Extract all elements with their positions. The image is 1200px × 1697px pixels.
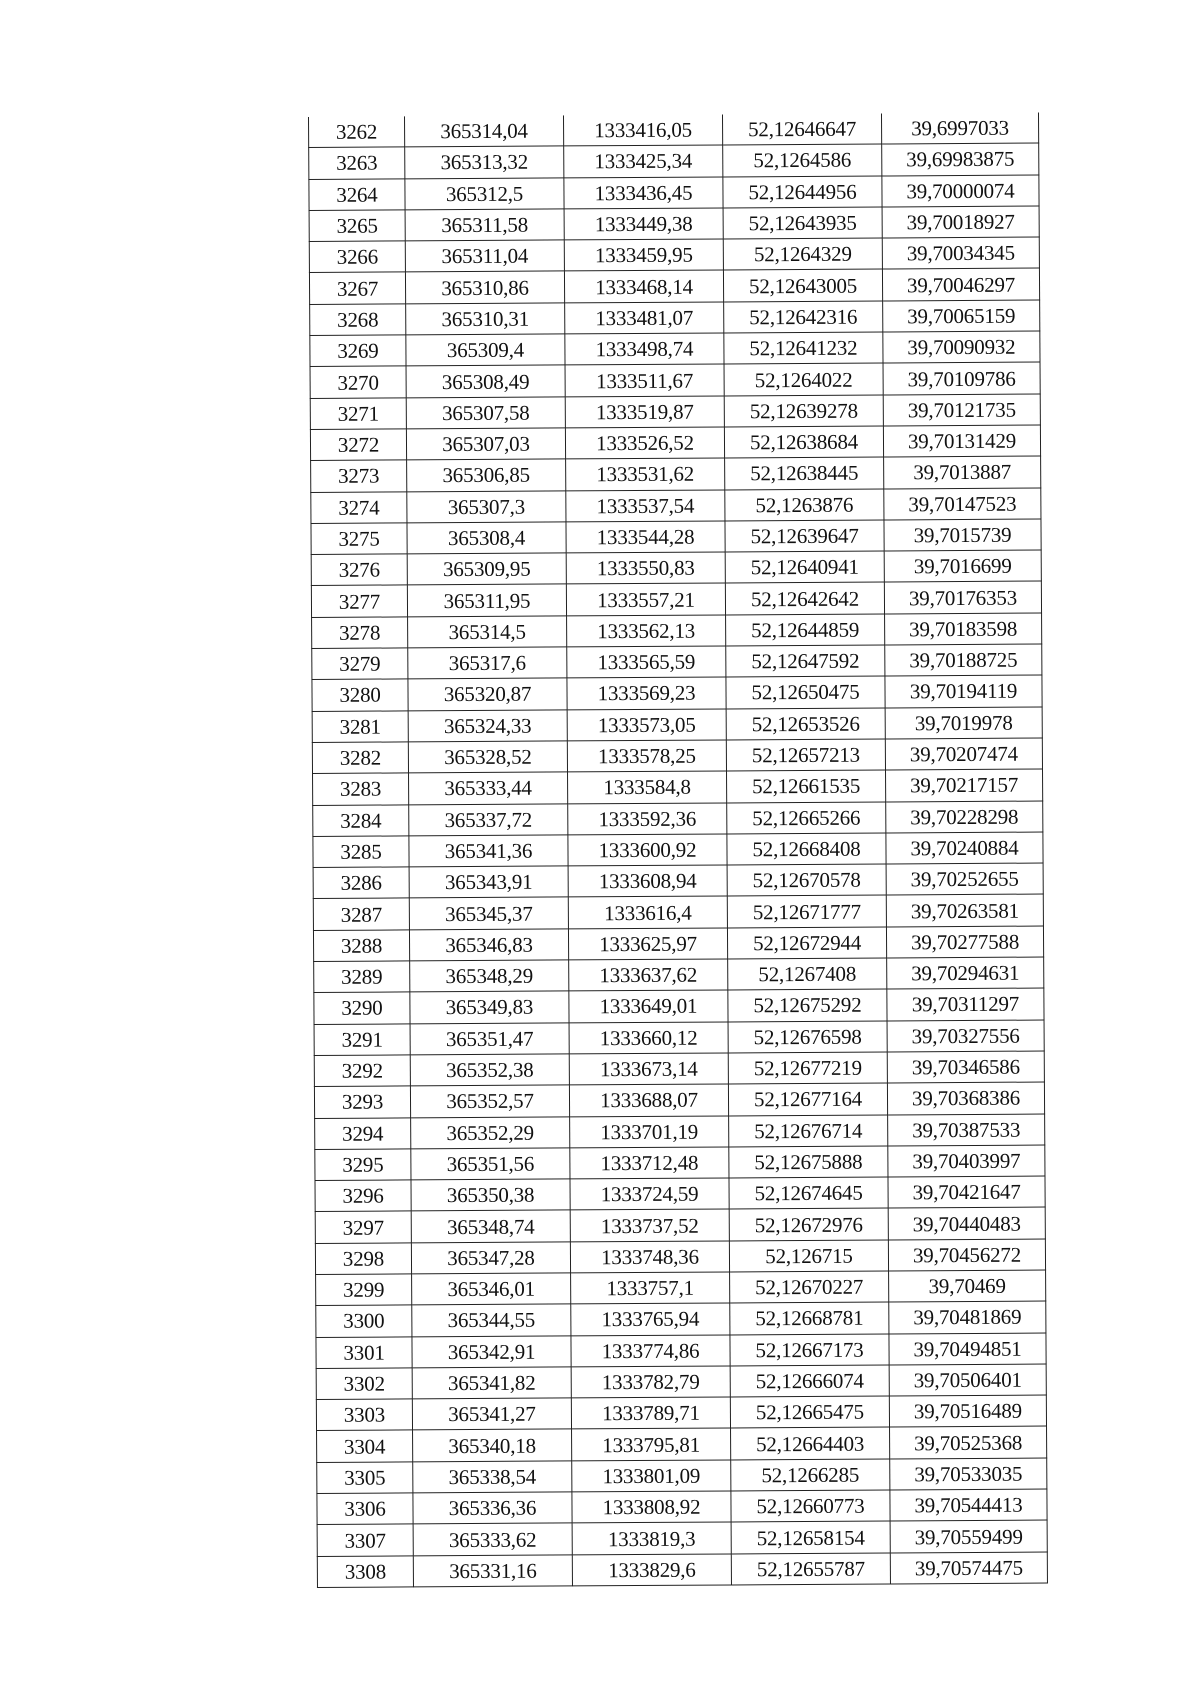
latitude-cell: 52,12644956	[723, 176, 882, 208]
x-coordinate-cell: 365346,01	[412, 1273, 571, 1305]
point-number-cell: 3286	[313, 867, 409, 899]
latitude-cell: 52,12670227	[730, 1271, 889, 1303]
x-coordinate-cell: 365311,58	[405, 209, 564, 241]
longitude-cell: 39,70065159	[883, 300, 1040, 332]
longitude-cell: 39,70121735	[883, 394, 1040, 426]
table-row	[312, 644, 1042, 680]
y-coordinate-cell: 1333573,05	[567, 709, 726, 741]
x-coordinate-cell: 365333,62	[413, 1523, 572, 1555]
x-coordinate-cell: 365314,04	[404, 115, 563, 147]
x-coordinate-cell: 365324,33	[408, 710, 567, 742]
point-number-cell: 3290	[314, 992, 410, 1024]
longitude-cell: 39,70440483	[888, 1207, 1045, 1239]
point-number-cell: 3264	[309, 179, 405, 211]
x-coordinate-cell: 365343,91	[409, 866, 568, 898]
x-coordinate-cell: 365336,36	[413, 1492, 572, 1524]
point-number-cell: 3283	[313, 773, 409, 805]
y-coordinate-cell: 1333578,25	[567, 740, 726, 772]
longitude-cell: 39,70469	[889, 1270, 1046, 1302]
x-coordinate-cell: 365345,37	[409, 897, 568, 929]
longitude-cell: 39,70403997	[888, 1145, 1045, 1177]
y-coordinate-cell: 1333436,45	[564, 177, 723, 209]
table-row	[317, 1458, 1047, 1494]
point-number-cell: 3269	[310, 335, 406, 367]
x-coordinate-cell: 365310,86	[405, 271, 564, 303]
point-number-cell: 3300	[316, 1305, 412, 1337]
point-number-cell: 3301	[316, 1336, 412, 1368]
x-coordinate-cell: 365351,56	[411, 1148, 570, 1180]
longitude-cell: 39,70090932	[883, 331, 1040, 363]
latitude-cell: 52,12655787	[731, 1553, 890, 1585]
y-coordinate-cell: 1333526,52	[565, 427, 724, 459]
y-coordinate-cell: 1333774,86	[571, 1335, 730, 1367]
longitude-cell: 39,70046297	[882, 269, 1039, 301]
longitude-cell: 39,70018927	[882, 206, 1039, 238]
x-coordinate-cell: 365309,4	[406, 334, 565, 366]
y-coordinate-cell: 1333608,94	[568, 865, 727, 897]
latitude-cell: 52,12675888	[729, 1146, 888, 1178]
table-row	[317, 1489, 1047, 1525]
table-row	[310, 300, 1040, 336]
longitude-cell: 39,70387533	[888, 1114, 1045, 1146]
latitude-cell: 52,12644859	[726, 614, 885, 646]
point-number-cell: 3271	[310, 398, 406, 430]
y-coordinate-cell: 1333481,07	[565, 302, 724, 334]
longitude-cell: 39,70456272	[888, 1239, 1045, 1271]
point-number-cell: 3276	[311, 554, 407, 586]
y-coordinate-cell: 1333565,59	[567, 646, 726, 678]
table-row	[314, 1051, 1044, 1087]
y-coordinate-cell: 1333600,92	[568, 834, 727, 866]
longitude-cell: 39,70207474	[885, 738, 1042, 770]
longitude-cell: 39,7015739	[884, 519, 1041, 551]
table-row	[313, 832, 1043, 868]
latitude-cell: 52,12674645	[729, 1177, 888, 1209]
latitude-cell: 52,12665475	[730, 1396, 889, 1428]
y-coordinate-cell: 1333688,07	[569, 1084, 728, 1116]
x-coordinate-cell: 365317,6	[408, 647, 567, 679]
y-coordinate-cell: 1333459,95	[564, 239, 723, 271]
x-coordinate-cell: 365337,72	[409, 803, 568, 835]
y-coordinate-cell: 1333673,14	[569, 1053, 728, 1085]
y-coordinate-cell: 1333757,1	[571, 1272, 730, 1304]
x-coordinate-cell: 365311,04	[405, 240, 564, 272]
x-coordinate-cell: 365308,49	[406, 365, 565, 397]
table-row	[311, 581, 1041, 617]
point-number-cell: 3298	[315, 1243, 411, 1275]
coordinates-table-container	[308, 113, 1047, 1588]
latitude-cell: 52,1264329	[723, 238, 882, 270]
point-number-cell: 3263	[309, 147, 405, 179]
point-number-cell: 3280	[312, 679, 408, 711]
x-coordinate-cell: 365313,32	[405, 146, 564, 178]
latitude-cell: 52,12661535	[727, 770, 886, 802]
y-coordinate-cell: 1333498,74	[565, 333, 724, 365]
y-coordinate-cell: 1333584,8	[568, 771, 727, 803]
latitude-cell: 52,12664403	[731, 1427, 890, 1459]
table-row	[317, 1520, 1047, 1556]
table-row	[313, 769, 1043, 805]
table-row	[311, 519, 1041, 555]
latitude-cell: 52,12650475	[726, 676, 885, 708]
table-row	[314, 1082, 1044, 1118]
y-coordinate-cell: 1333724,59	[570, 1178, 729, 1210]
table-row	[312, 613, 1042, 649]
longitude-cell: 39,70194119	[885, 675, 1042, 707]
x-coordinate-cell: 365307,03	[406, 428, 565, 460]
table-row	[312, 675, 1042, 711]
longitude-cell: 39,69983875	[882, 143, 1039, 175]
table-row	[315, 1239, 1045, 1275]
latitude-cell: 52,12677164	[728, 1083, 887, 1115]
y-coordinate-cell: 1333748,36	[570, 1241, 729, 1273]
table-row	[310, 425, 1040, 461]
table-row	[315, 1207, 1045, 1243]
y-coordinate-cell: 1333425,34	[564, 145, 723, 177]
table-row	[311, 550, 1041, 586]
longitude-cell: 39,70421647	[888, 1176, 1045, 1208]
point-number-cell: 3273	[311, 460, 407, 492]
table-row	[316, 1395, 1046, 1431]
latitude-cell: 52,1266285	[731, 1459, 890, 1491]
x-coordinate-cell: 365352,57	[410, 1085, 569, 1117]
x-coordinate-cell: 365341,27	[412, 1398, 571, 1430]
y-coordinate-cell: 1333449,38	[564, 208, 723, 240]
coordinates-table-body	[309, 113, 1048, 1588]
latitude-cell: 52,12668408	[727, 833, 886, 865]
x-coordinate-cell: 365352,38	[410, 1054, 569, 1086]
longitude-cell: 39,70217157	[886, 769, 1043, 801]
y-coordinate-cell: 1333625,97	[568, 928, 727, 960]
latitude-cell: 52,12640941	[725, 551, 884, 583]
y-coordinate-cell: 1333616,4	[568, 896, 727, 928]
y-coordinate-cell: 1333737,52	[570, 1209, 729, 1241]
x-coordinate-cell: 365350,38	[411, 1179, 570, 1211]
latitude-cell: 52,12643935	[723, 207, 882, 239]
point-number-cell: 3274	[311, 491, 407, 523]
longitude-cell: 39,6997033	[881, 113, 1038, 145]
longitude-cell: 39,70574475	[890, 1552, 1047, 1584]
latitude-cell: 52,12657213	[726, 739, 885, 771]
point-number-cell: 3266	[309, 241, 405, 273]
point-number-cell: 3289	[314, 961, 410, 993]
x-coordinate-cell: 365308,4	[407, 522, 566, 554]
y-coordinate-cell: 1333468,14	[564, 270, 723, 302]
y-coordinate-cell: 1333519,87	[565, 396, 724, 428]
table-row	[317, 1426, 1047, 1462]
table-row	[315, 1114, 1045, 1150]
point-number-cell: 3287	[313, 898, 409, 930]
y-coordinate-cell: 1333569,23	[567, 677, 726, 709]
point-number-cell: 3277	[311, 585, 407, 617]
point-number-cell: 3265	[309, 210, 405, 242]
longitude-cell: 39,70240884	[886, 832, 1043, 864]
point-number-cell: 3284	[313, 804, 409, 836]
table-row	[313, 863, 1043, 899]
latitude-cell: 52,12667173	[730, 1334, 889, 1366]
table-row	[309, 143, 1039, 179]
point-number-cell: 3285	[313, 836, 409, 868]
longitude-cell: 39,70183598	[885, 613, 1042, 645]
point-number-cell: 3299	[316, 1274, 412, 1306]
y-coordinate-cell: 1333531,62	[566, 458, 725, 490]
point-number-cell: 3288	[313, 930, 409, 962]
y-coordinate-cell: 1333801,09	[572, 1460, 731, 1492]
x-coordinate-cell: 365349,83	[410, 991, 569, 1023]
latitude-cell: 52,12639278	[724, 395, 883, 427]
latitude-cell: 52,12658154	[731, 1521, 890, 1553]
x-coordinate-cell: 365352,29	[411, 1116, 570, 1148]
table-row	[315, 1176, 1045, 1212]
y-coordinate-cell: 1333544,28	[566, 521, 725, 553]
y-coordinate-cell: 1333660,12	[569, 1022, 728, 1054]
x-coordinate-cell: 365307,3	[407, 490, 566, 522]
latitude-cell: 52,12641232	[724, 332, 883, 364]
latitude-cell: 52,1264586	[723, 144, 882, 176]
y-coordinate-cell: 1333511,67	[565, 364, 724, 396]
point-number-cell: 3295	[315, 1149, 411, 1181]
table-row	[316, 1301, 1046, 1337]
latitude-cell: 52,12675292	[728, 989, 887, 1021]
longitude-cell: 39,70277588	[886, 926, 1043, 958]
x-coordinate-cell: 365307,58	[406, 397, 565, 429]
latitude-cell: 52,12660773	[731, 1490, 890, 1522]
x-coordinate-cell: 365344,55	[412, 1304, 571, 1336]
table-row	[314, 988, 1044, 1024]
x-coordinate-cell: 365333,44	[409, 772, 568, 804]
point-number-cell: 3307	[317, 1524, 413, 1556]
y-coordinate-cell: 1333637,62	[569, 959, 728, 991]
y-coordinate-cell: 1333557,21	[566, 583, 725, 615]
y-coordinate-cell: 1333712,48	[570, 1147, 729, 1179]
x-coordinate-cell: 365341,36	[409, 835, 568, 867]
y-coordinate-cell: 1333765,94	[571, 1303, 730, 1335]
y-coordinate-cell: 1333795,81	[572, 1428, 731, 1460]
longitude-cell: 39,70263581	[886, 894, 1043, 926]
table-row	[317, 1552, 1047, 1588]
x-coordinate-cell: 365340,18	[413, 1429, 572, 1461]
longitude-cell: 39,70525368	[890, 1426, 1047, 1458]
longitude-cell: 39,70533035	[890, 1458, 1047, 1490]
y-coordinate-cell: 1333562,13	[567, 615, 726, 647]
longitude-cell: 39,70147523	[884, 488, 1041, 520]
latitude-cell: 52,12671777	[727, 895, 886, 927]
latitude-cell: 52,12638445	[725, 457, 884, 489]
longitude-cell: 39,70481869	[889, 1301, 1046, 1333]
table-row	[314, 1020, 1044, 1056]
table-row	[309, 175, 1039, 211]
x-coordinate-cell: 365310,31	[406, 303, 565, 335]
x-coordinate-cell: 365320,87	[408, 678, 567, 710]
table-row	[316, 1270, 1046, 1306]
latitude-cell: 52,12646647	[722, 113, 881, 145]
point-number-cell: 3308	[317, 1556, 413, 1588]
point-number-cell: 3268	[310, 304, 406, 336]
longitude-cell: 39,70252655	[886, 863, 1043, 895]
x-coordinate-cell: 365347,28	[411, 1242, 570, 1274]
latitude-cell: 52,12647592	[726, 645, 885, 677]
table-row	[310, 362, 1040, 398]
longitude-cell: 39,70516489	[889, 1395, 1046, 1427]
latitude-cell: 52,12643005	[723, 269, 882, 301]
table-row	[311, 456, 1041, 492]
table-row	[309, 237, 1039, 273]
latitude-cell: 52,12665266	[727, 802, 886, 834]
latitude-cell: 52,12676598	[728, 1021, 887, 1053]
x-coordinate-cell: 365309,95	[407, 553, 566, 585]
longitude-cell: 39,7019978	[885, 707, 1042, 739]
table-row	[309, 206, 1039, 242]
latitude-cell: 52,1264022	[724, 363, 883, 395]
y-coordinate-cell: 1333808,92	[572, 1491, 731, 1523]
y-coordinate-cell: 1333416,05	[563, 114, 722, 146]
longitude-cell: 39,70311297	[887, 988, 1044, 1020]
table-row	[310, 394, 1040, 430]
y-coordinate-cell: 1333537,54	[566, 490, 725, 522]
point-number-cell: 3278	[312, 617, 408, 649]
x-coordinate-cell: 365312,5	[405, 178, 564, 210]
longitude-cell: 39,70368386	[887, 1082, 1044, 1114]
table-row	[312, 738, 1042, 774]
table-row	[315, 1145, 1045, 1181]
y-coordinate-cell: 1333829,6	[572, 1554, 731, 1586]
point-number-cell: 3275	[311, 523, 407, 555]
point-number-cell: 3293	[314, 1086, 410, 1118]
x-coordinate-cell: 365348,29	[410, 960, 569, 992]
longitude-cell: 39,70559499	[890, 1520, 1047, 1552]
x-coordinate-cell: 365311,95	[407, 584, 566, 616]
point-number-cell: 3297	[315, 1211, 411, 1243]
point-number-cell: 3279	[312, 648, 408, 680]
point-number-cell: 3262	[309, 116, 405, 147]
longitude-cell: 39,70544413	[890, 1489, 1047, 1521]
point-number-cell: 3303	[316, 1399, 412, 1431]
table-row	[313, 894, 1043, 930]
latitude-cell: 52,12672976	[729, 1208, 888, 1240]
latitude-cell: 52,12638684	[724, 426, 883, 458]
x-coordinate-cell: 365341,82	[412, 1367, 571, 1399]
latitude-cell: 52,12677219	[728, 1052, 887, 1084]
longitude-cell: 39,70176353	[884, 581, 1041, 613]
table-row	[312, 707, 1042, 743]
y-coordinate-cell: 1333819,3	[572, 1522, 731, 1554]
x-coordinate-cell: 365348,74	[411, 1210, 570, 1242]
x-coordinate-cell: 365306,85	[407, 459, 566, 491]
latitude-cell: 52,12672944	[727, 927, 886, 959]
y-coordinate-cell: 1333701,19	[570, 1115, 729, 1147]
longitude-cell: 39,70228298	[886, 801, 1043, 833]
point-number-cell: 3292	[314, 1055, 410, 1087]
latitude-cell: 52,126715	[729, 1240, 888, 1272]
latitude-cell: 52,12642316	[724, 301, 883, 333]
x-coordinate-cell: 365351,47	[410, 1023, 569, 1055]
point-number-cell: 3281	[312, 711, 408, 743]
point-number-cell: 3296	[315, 1180, 411, 1212]
point-number-cell: 3267	[309, 272, 405, 304]
table-row	[309, 113, 1039, 148]
x-coordinate-cell: 365314,5	[408, 616, 567, 648]
point-number-cell: 3305	[317, 1462, 413, 1494]
longitude-cell: 39,70327556	[887, 1020, 1044, 1052]
point-number-cell: 3272	[310, 429, 406, 461]
table-row	[309, 269, 1039, 305]
table-row	[313, 801, 1043, 837]
latitude-cell: 52,12676714	[729, 1114, 888, 1146]
table-row	[313, 926, 1043, 962]
longitude-cell: 39,70494851	[889, 1333, 1046, 1365]
y-coordinate-cell: 1333782,79	[571, 1366, 730, 1398]
latitude-cell: 52,12639647	[725, 520, 884, 552]
longitude-cell: 39,7013887	[884, 456, 1041, 488]
x-coordinate-cell: 365338,54	[413, 1461, 572, 1493]
latitude-cell: 52,1263876	[725, 489, 884, 521]
longitude-cell: 39,70034345	[882, 237, 1039, 269]
latitude-cell: 52,12670578	[727, 864, 886, 896]
point-number-cell: 3282	[312, 742, 408, 774]
latitude-cell: 52,12653526	[726, 708, 885, 740]
y-coordinate-cell: 1333649,01	[569, 990, 728, 1022]
point-number-cell: 3291	[314, 1024, 410, 1056]
point-number-cell: 3294	[315, 1117, 411, 1149]
table-row	[311, 488, 1041, 524]
latitude-cell: 52,1267408	[728, 958, 887, 990]
y-coordinate-cell: 1333550,83	[566, 552, 725, 584]
table-row	[316, 1364, 1046, 1400]
y-coordinate-cell: 1333592,36	[568, 802, 727, 834]
y-coordinate-cell: 1333789,71	[571, 1397, 730, 1429]
x-coordinate-cell: 365346,83	[409, 929, 568, 961]
longitude-cell: 39,7016699	[884, 550, 1041, 582]
longitude-cell: 39,70131429	[883, 425, 1040, 457]
longitude-cell: 39,70109786	[883, 362, 1040, 394]
x-coordinate-cell: 365328,52	[408, 741, 567, 773]
x-coordinate-cell: 365342,91	[412, 1335, 571, 1367]
table-row	[316, 1333, 1046, 1369]
point-number-cell: 3304	[317, 1430, 413, 1462]
longitude-cell: 39,70346586	[887, 1051, 1044, 1083]
x-coordinate-cell: 365331,16	[413, 1555, 572, 1587]
latitude-cell: 52,12668781	[730, 1302, 889, 1334]
longitude-cell: 39,70000074	[882, 175, 1039, 207]
table-row	[314, 957, 1044, 993]
longitude-cell: 39,70506401	[889, 1364, 1046, 1396]
table-row	[310, 331, 1040, 367]
coordinates-table	[308, 113, 1048, 1588]
point-number-cell: 3306	[317, 1493, 413, 1525]
longitude-cell: 39,70188725	[885, 644, 1042, 676]
longitude-cell: 39,70294631	[887, 957, 1044, 989]
point-number-cell: 3270	[310, 366, 406, 398]
latitude-cell: 52,12666074	[730, 1365, 889, 1397]
latitude-cell: 52,12642642	[725, 582, 884, 614]
point-number-cell: 3302	[316, 1368, 412, 1400]
